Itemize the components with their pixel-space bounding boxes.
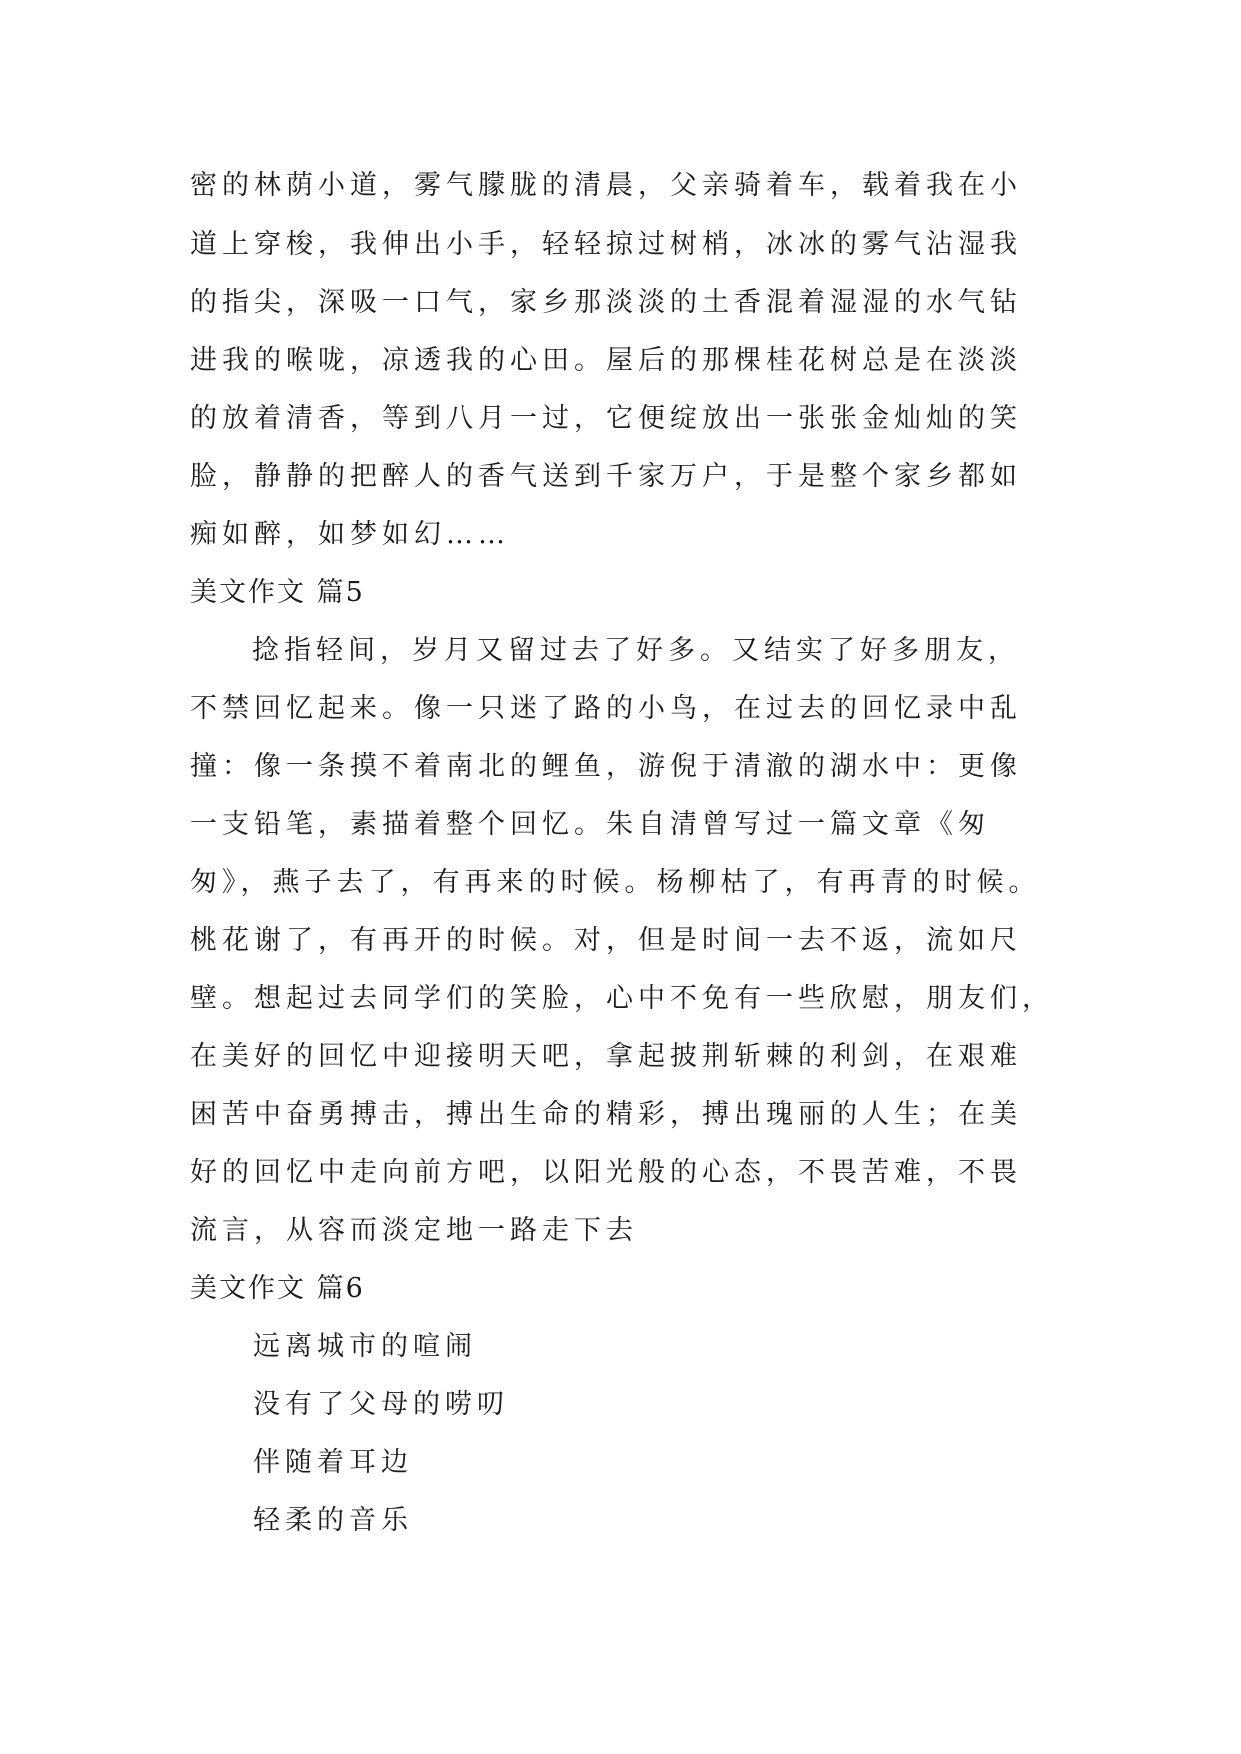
poem-line: 伴随着耳边 <box>253 1447 413 1478</box>
paragraph-line: 的放着清香，等到八月一过，它便绽放出一张张金灿灿的笑 <box>190 403 1022 434</box>
paragraph-line: 桃花谢了，有再开的时候。对，但是时间一去不返，流如尺 <box>190 925 1022 956</box>
paragraph-line: 壁。想起过去同学们的笑脸，心中不免有一些欣慰，朋友们， <box>190 983 1054 1014</box>
paragraph-line: 困苦中奋勇搏击，搏出生命的精彩，搏出瑰丽的人生；在美 <box>190 1099 1022 1130</box>
paragraph-line: 一支铅笔，素描着整个回忆。朱自清曾写过一篇文章《匆 <box>190 809 990 840</box>
poem-line: 远离城市的喧闹 <box>253 1331 477 1362</box>
paragraph-line: 痴如醉，如梦如幻…… <box>190 519 510 550</box>
poem-line: 轻柔的音乐 <box>253 1505 413 1536</box>
paragraph-line: 不禁回忆起来。像一只迷了路的小鸟，在过去的回忆录中乱 <box>190 693 1022 724</box>
paragraph-line: 匆》，燕子去了，有再来的时候。杨柳枯了，有再青的时候。 <box>190 867 1041 898</box>
paragraph-line: 脸，静静的把醉人的香气送到千家万户，于是整个家乡都如 <box>190 461 1022 492</box>
paragraph-line: 在美好的回忆中迎接明天吧，拿起披荆斩棘的利剑，在艰难 <box>190 1041 1022 1072</box>
section-heading: 美文作文 篇6 <box>190 1273 365 1304</box>
paragraph-line: 捻指轻间，岁月又留过去了好多。又结实了好多朋友， <box>252 635 1020 666</box>
paragraph-line: 进我的喉咙，凉透我的心田。屋后的那棵桂花树总是在淡淡 <box>190 345 1022 376</box>
section-heading: 美文作文 篇5 <box>190 577 365 608</box>
paragraph-line: 撞：像一条摸不着南北的鲤鱼，游倪于清澈的湖水中：更像 <box>190 751 1022 782</box>
paragraph-line: 好的回忆中走向前方吧，以阳光般的心态，不畏苦难，不畏 <box>190 1157 1022 1188</box>
paragraph-line: 流言，从容而淡定地一路走下去 <box>190 1215 638 1246</box>
paragraph-line: 的指尖，深吸一口气，家乡那淡淡的土香混着湿湿的水气钻 <box>190 287 1022 318</box>
poem-line: 没有了父母的唠叨 <box>253 1389 509 1420</box>
paragraph-line: 密的林荫小道，雾气朦胧的清晨，父亲骑着车，载着我在小 <box>190 170 1022 201</box>
paragraph-line: 道上穿梭，我伸出小手，轻轻掠过树梢，冰冰的雾气沾湿我 <box>190 229 1022 260</box>
